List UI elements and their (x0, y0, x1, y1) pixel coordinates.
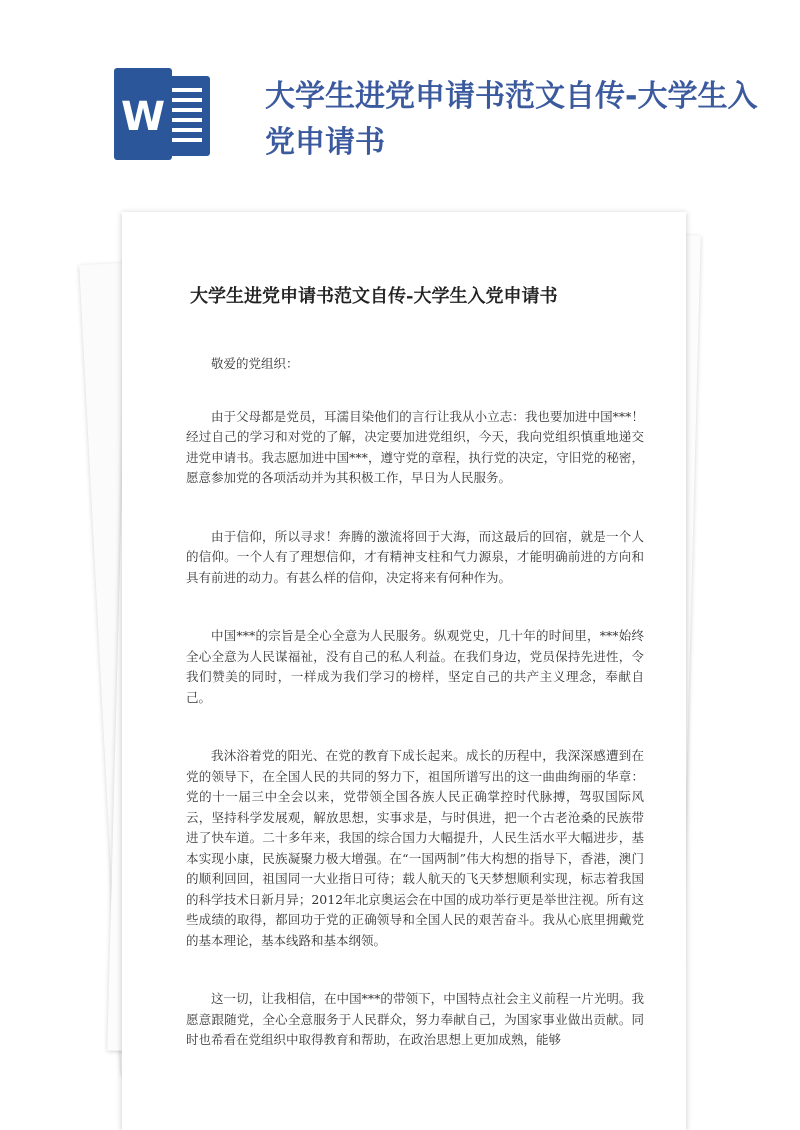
document-title: 大学生进党申请书范文自传-大学生入党申请书 (190, 286, 558, 307)
banner-title: 大学生进党申请书范文自传-大学生入党申请书 (265, 79, 758, 160)
word-document-icon (112, 68, 214, 160)
icon-letter: W (120, 94, 166, 140)
paragraph: 由于父母都是党员，耳濡目染他们的言行让我从小立志：我也要加进中国***！经过自己的学习和对党的了解，决定要加进党组织，今天，我向党组织慎重地递交进党申请书。我志愿加进中国***，遵守党的章程，执行党的决定，守旧党的秘密，愿意参加党的各项活动并为其积极工作，早日为人民服务。 (186, 408, 644, 485)
paragraph: 这一切，让我相信，在中国***的带领下，中国特点社会主义前程一片光明。我愿意跟随党，全心全意服务于人民群众，努力奉献自己，为国家事业做出贡献。同时也希看在党组织中取得教育和帮助，在政治思想上更加成熟，能够 (186, 991, 644, 1047)
document-page (122, 212, 686, 1130)
salutation: 敬爱的党组织： (211, 356, 299, 371)
document-body (186, 354, 644, 1089)
paragraph: 我沐浴着党的阳光、在党的教育下成长起来。成长的历程中，我深深感遭到在党的领导下，在全国人民的共同的努力下，祖国所谱写出的这一曲曲绚丽的华章：党的十一届三中全会以来，党带领全国各族人民正确掌控时代脉搏，驾驭国际风云，坚持科学发展观，解放思想，实事求是，与时俱进，把一个古老沧桑的民族带进了快车道。二十多年来，我国的综合国力大幅提升，人民生活水平大幅进步，基本实现小康，民族凝聚力极大增强。在“一国两制”伟大构想的指导下，香港，澳门的顺利回回，祖国同一大业指日可待；载人航天的飞天梦想顺利实现，标志着我国的科学技术日新月异；2012年北京奥运会在中国的成功举行更是举世注视。所有这些成绩的取得，都回功于党的正确领导和全国人民的艰苦奋斗。我从心底里拥戴党的基本理论，基本线路和基本纲领。 (186, 748, 644, 948)
paragraph: 中国***的宗旨是全心全意为人民服务。纵观党史，几十年的时间里，***始终全心全意为人民谋福祉，没有自己的私人利益。在我们身边，党员保持先进性，令我们赞美的同时，一样成为我们学习的榜样，坚定自己的共产主义理念，奉献自己。 (186, 628, 644, 705)
paragraph: 由于信仰，所以寻求！奔腾的激流将回于大海，而这最后的回宿，就是一个人的信仰。一个人有了理想信仰，才有精神支柱和气力源泉，才能明确前进的方向和具有前进的动力。有甚么样的信仰，决定将来有何种作为。 (186, 528, 644, 585)
